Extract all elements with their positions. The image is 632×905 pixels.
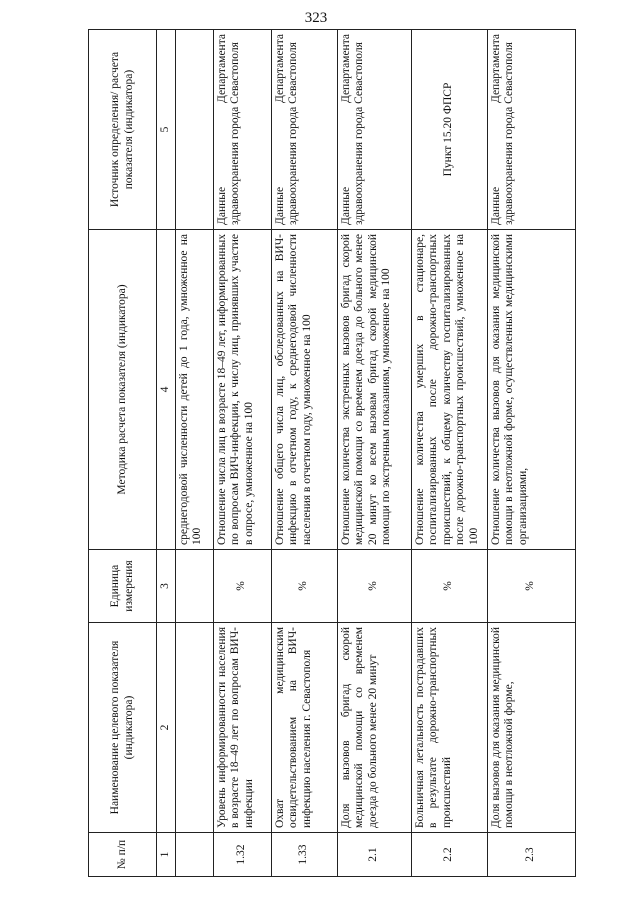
cell-source: Пункт 15.20 ФПСР [411,30,487,230]
cell-method: Отношение числа лиц в возрасте 18–49 лет, информированных по вопросам ВИЧ-инфекции, к числу лиц, принявших участие в опросе, умноженное на 100 [213,230,271,550]
table-header-row [89,30,157,877]
cell-source: Данные Департамента здравоохранения города Севастополя [271,30,337,230]
cell-name: Доля вызовов бригад скорой медицинской помощи со временем доезда до больного менее 20 минут [337,623,411,833]
cell-method: среднегодовой численности детей до 1 года, умноженное на 100 [175,230,213,550]
column-number: 5 [157,30,176,230]
indicator-table [88,29,576,877]
cell-source [175,30,213,230]
table-row [271,30,337,877]
cell-method: Отношение количества умерших в стационаре, госпитализированных после дорожно-транспортных происшествий, к общему количеству госпитализированных после дорожно-транспортных происшествий, умноженное на 100 [411,230,487,550]
header-unit: Единица измерения [89,550,157,623]
cell-num: 2.3 [487,833,575,877]
header-source: Источник определения/ расчета показателя (индикатора) [89,30,157,230]
cell-method: Отношение количества вызовов для оказания медицинской помощи в неотложной форме, осуществленных медицинскими организациями, [487,230,575,550]
table-row-continuation [175,30,213,877]
cell-unit: % [271,550,337,623]
table-row [487,30,575,877]
cell-name [175,623,213,833]
cell-unit [175,550,213,623]
cell-unit: % [487,550,575,623]
cell-name: Доля вызовов для оказания медицинской помощи в неотложной форме, [487,623,575,833]
header-num: № п/п [89,833,157,877]
cell-source: Данные Департамента здравоохранения города Севастополя [213,30,271,230]
cell-unit: % [411,550,487,623]
cell-num: 2.1 [337,833,411,877]
page-number: 323 [304,10,328,26]
cell-unit: % [337,550,411,623]
cell-method: Отношение общего числа лиц, обследованных на ВИЧ-инфекцию в отчетном году, к среднегодовой численности населения в отчетном году, умноженное на 100 [271,230,337,550]
header-name: Наименование целевого показателя (индикатора) [89,623,157,833]
cell-name: Уровень информированности населения в возрасте 18–49 лет по вопросам ВИЧ-инфекции [213,623,271,833]
cell-unit: % [213,550,271,623]
column-number: 3 [157,550,176,623]
cell-source: Данные Департамента здравоохранения города Севастополя [487,30,575,230]
column-number: 1 [157,833,176,877]
cell-method: Отношение количества экстренных вызовов бригад скорой медицинской помощи со временем доезда до больного менее 20 минут ко всем вызовам бригад скорой медицинской помощи по экстренным показаниям, умноженное на 100 [337,230,411,550]
table-row [337,30,411,877]
rotated-table-container [88,30,574,877]
column-number: 2 [157,623,176,833]
column-number-row [157,30,176,877]
cell-num: 2.2 [411,833,487,877]
cell-name: Охват медицинским освидетельствованием на ВИЧ-инфекцию населения г. Севастополя [271,623,337,833]
header-method: Методика расчета показателя (индикатора) [89,230,157,550]
cell-num: 1.32 [213,833,271,877]
column-number: 4 [157,230,176,550]
cell-name: Больничная летальность пострадавших в результате дорожно-транспортных происшествий [411,623,487,833]
cell-num [175,833,213,877]
cell-source: Данные Департамента здравоохранения города Севастополя [337,30,411,230]
cell-num: 1.33 [271,833,337,877]
table-row [411,30,487,877]
table-row [213,30,271,877]
